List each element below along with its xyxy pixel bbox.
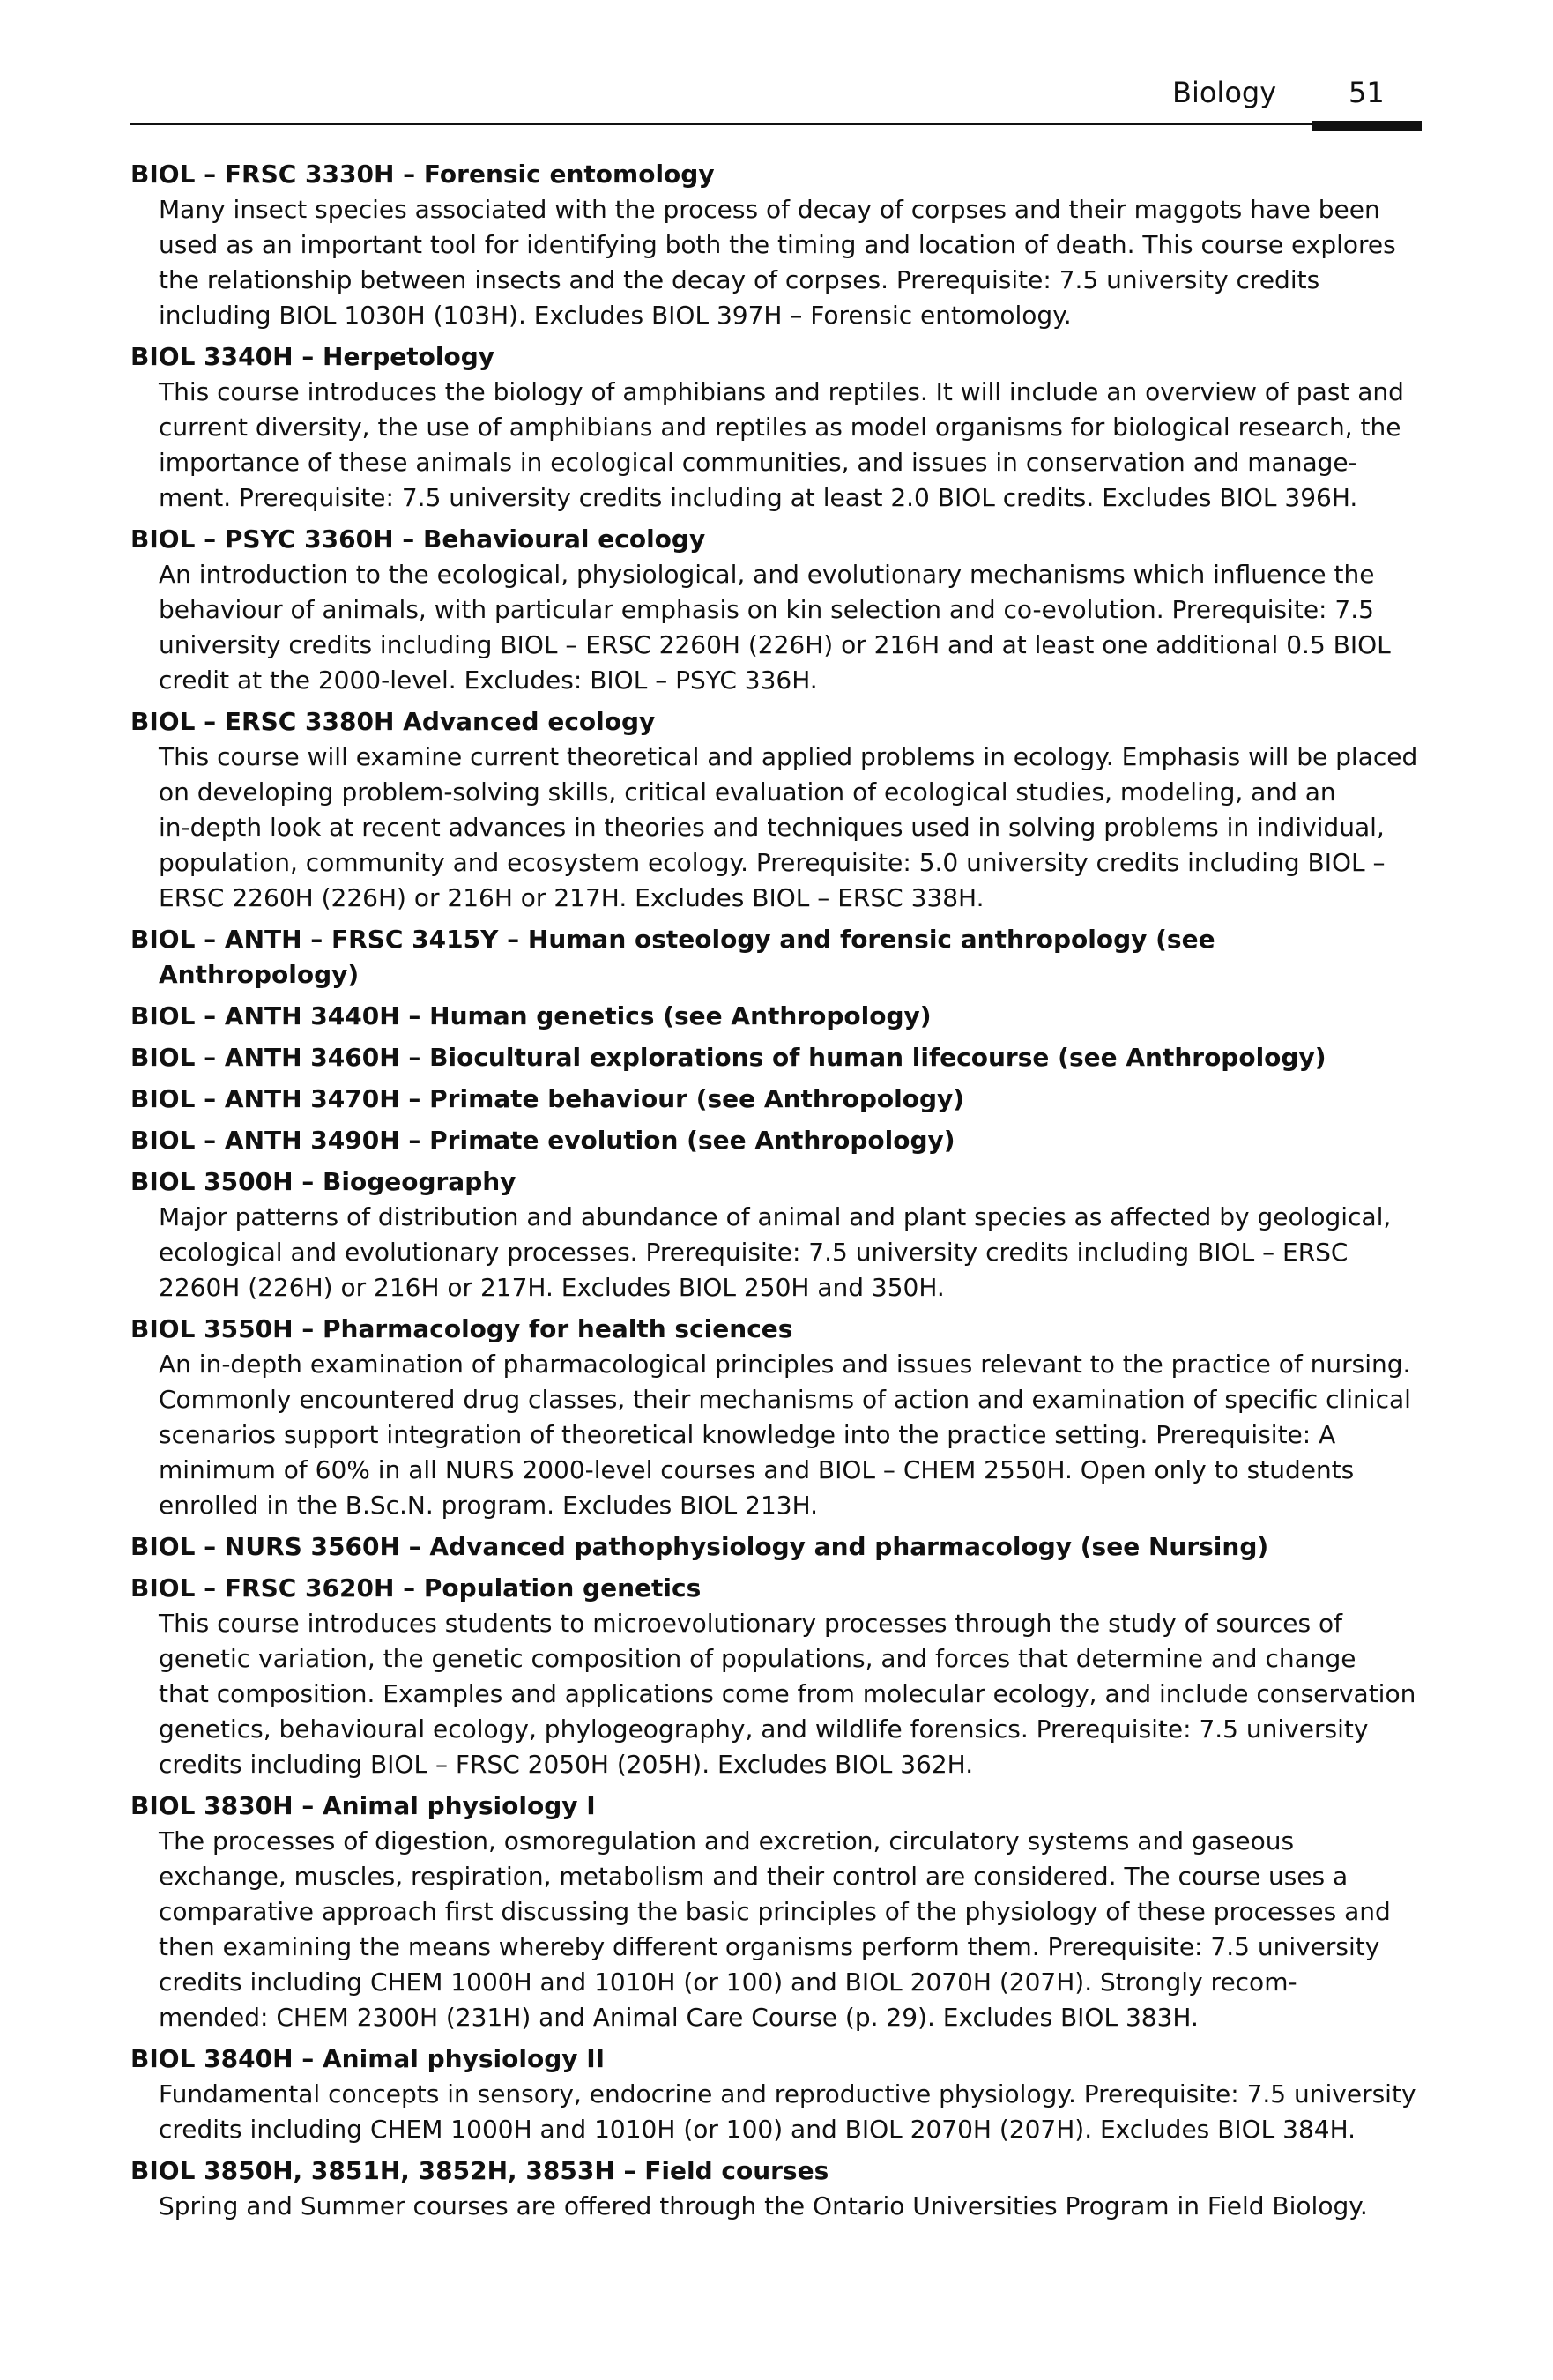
header-rule (130, 123, 1312, 125)
course-entry (130, 999, 1422, 1034)
course-title: BIOL – NURS 3560H – Advanced pathophysiology and pharmacology (see Nursing) (130, 1532, 1269, 1561)
course-title: BIOL – ANTH 3490H – Primate evolution (see Anthropology) (130, 1126, 955, 1155)
course-description: An introduction to the ecological, physiological, and evolutionary mechanisms which influence the behaviour of animals, with particular emphasis on kin selection and co-evolution. Prerequisite: 7.5 university credits including BIOL – ERSC 2260H (226H) or 216H and at least one additional 0.5 BIOL credit at the 2000-level. Excludes: BIOL – PSYC 336H. (159, 560, 1391, 695)
course-entry (130, 1312, 1422, 1523)
course-description: This course will examine current theoretical and applied problems in ecology. Emphasis will be placed on developing problem-solving skills, critical evaluation of ecological studies, modeling, and an in-depth look at recent advances in theories and techniques used in solving problems in individual, population, community and ecosystem ecology. Prerequisite: 5.0 university credits including BIOL – ERSC 2260H (226H) or 216H or 217H. Excludes BIOL – ERSC 338H. (159, 742, 1418, 912)
course-entry (130, 1123, 1422, 1158)
course-title: BIOL 3850H, 3851H, 3852H, 3853H – Field courses (130, 2156, 829, 2185)
course-entry (130, 157, 1422, 333)
course-title: BIOL – ANTH 3460H – Biocultural explorations of human lifecourse (see Anthropology) (130, 1043, 1326, 1072)
course-description: The processes of digestion, osmoregulation and excretion, circulatory systems and gaseous exchange, muscles, respiration, metabolism and their control are considered. The course uses a comparative approach first discussing the basic principles of the physiology of these processes and then examining the means whereby different organisms perform them. Prerequisite: 7.5 university credits including CHEM 1000H and 1010H (or 100) and BIOL 2070H (207H). Strongly recom- mended: CHEM 2300H (231H) and Animal Care Course (p. 29). Excludes BIOL 383H. (159, 1826, 1391, 2032)
course-title: BIOL – ERSC 3380H Advanced ecology (130, 707, 656, 736)
course-entry (130, 2042, 1422, 2147)
course-entry (130, 1789, 1422, 2035)
course-title: BIOL – FRSC 3620H – Population genetics (130, 1573, 702, 1603)
course-description: This course introduces the biology of amphibians and reptiles. It will include an overview of past and current diversity, the use of amphibians and reptiles as model organisms for biological research, the importance of these animals in ecological communities, and issues in conservation and manage- ment. Prerequisite: 7.5 university credits including at least 2.0 BIOL credits. Excludes BIOL 396H. (159, 377, 1404, 512)
course-description: An in-depth examination of pharmacological principles and issues relevant to the practice of nursing. Commonly encountered drug classes, their mechanisms of action and examination of specific clinical scenarios support integration of theoretical knowledge into the practice setting. Prerequisite: A minimum of 60% in all NURS 2000-level courses and BIOL – CHEM 2550H. Open only to students enrolled in the B.Sc.N. program. Excludes BIOL 213H. (159, 1350, 1411, 1520)
course-title: BIOL 3830H – Animal physiology I (130, 1791, 596, 1820)
course-entry (130, 522, 1422, 698)
course-description: Spring and Summer courses are offered through the Ontario Universities Program in Field Biology. (159, 2191, 1368, 2220)
course-title: BIOL – PSYC 3360H – Behavioural ecology (130, 524, 706, 554)
course-entry (130, 1571, 1422, 1782)
course-description: This course introduces students to microevolutionary processes through the study of sources of genetic variation, the genetic composition of populations, and forces that determine and change that composition. Examples and applications come from molecular ecology, and include conservation genetics, behavioural ecology, phylogeography, and wildlife forensics. Prerequisite: 7.5 university credits including BIOL – FRSC 2050H (205H). Excludes BIOL 362H. (159, 1609, 1416, 1779)
course-description: Many insect species associated with the process of decay of corpses and their maggots have been used as an important tool for identifying both the timing and location of death. This course explores the relationship between insects and the decay of corpses. Prerequisite: 7.5 university credits including BIOL 1030H (103H). Excludes BIOL 397H – Forensic entomology. (159, 195, 1396, 330)
course-entry (130, 1040, 1422, 1075)
course-list (130, 157, 1422, 2230)
course-entry (130, 339, 1422, 516)
course-title: BIOL 3550H – Pharmacology for health sciences (130, 1314, 793, 1343)
course-entry (130, 704, 1422, 916)
header-bar (1312, 121, 1422, 131)
course-entry (130, 1164, 1422, 1305)
course-entry (130, 1082, 1422, 1117)
course-title: BIOL – ANTH 3470H – Primate behaviour (see Anthropology) (130, 1084, 965, 1113)
course-title: BIOL – FRSC 3330H – Forensic entomology (130, 160, 715, 189)
course-description: Fundamental concepts in sensory, endocrine and reproductive physiology. Prerequisite: 7.5 university credits including CHEM 1000H and 1010H (or 100) and BIOL 2070H (207H). Excludes BIOL 384H. (159, 2079, 1416, 2144)
course-entry (130, 922, 1422, 993)
course-entry (130, 1529, 1422, 1565)
course-title: BIOL 3840H – Animal physiology II (130, 2044, 606, 2073)
page (130, 0, 1422, 2380)
section-title: Biology (1172, 76, 1277, 109)
page-header (130, 75, 1422, 137)
course-title: BIOL 3500H – Biogeography (130, 1167, 516, 1196)
page-number: 51 (1349, 76, 1385, 109)
course-title: BIOL – ANTH – FRSC 3415Y – Human osteology and forensic anthropology (see Anthropology) (130, 925, 1215, 989)
course-entry (130, 2153, 1422, 2224)
course-description: Major patterns of distribution and abundance of animal and plant species as affected by geological, ecological and evolutionary processes. Prerequisite: 7.5 university credits including BIOL – ERSC 2260H (226H) or 216H or 217H. Excludes BIOL 250H and 350H. (159, 1202, 1392, 1302)
course-title: BIOL – ANTH 3440H – Human genetics (see Anthropology) (130, 1001, 932, 1030)
course-title: BIOL 3340H – Herpetology (130, 342, 495, 371)
